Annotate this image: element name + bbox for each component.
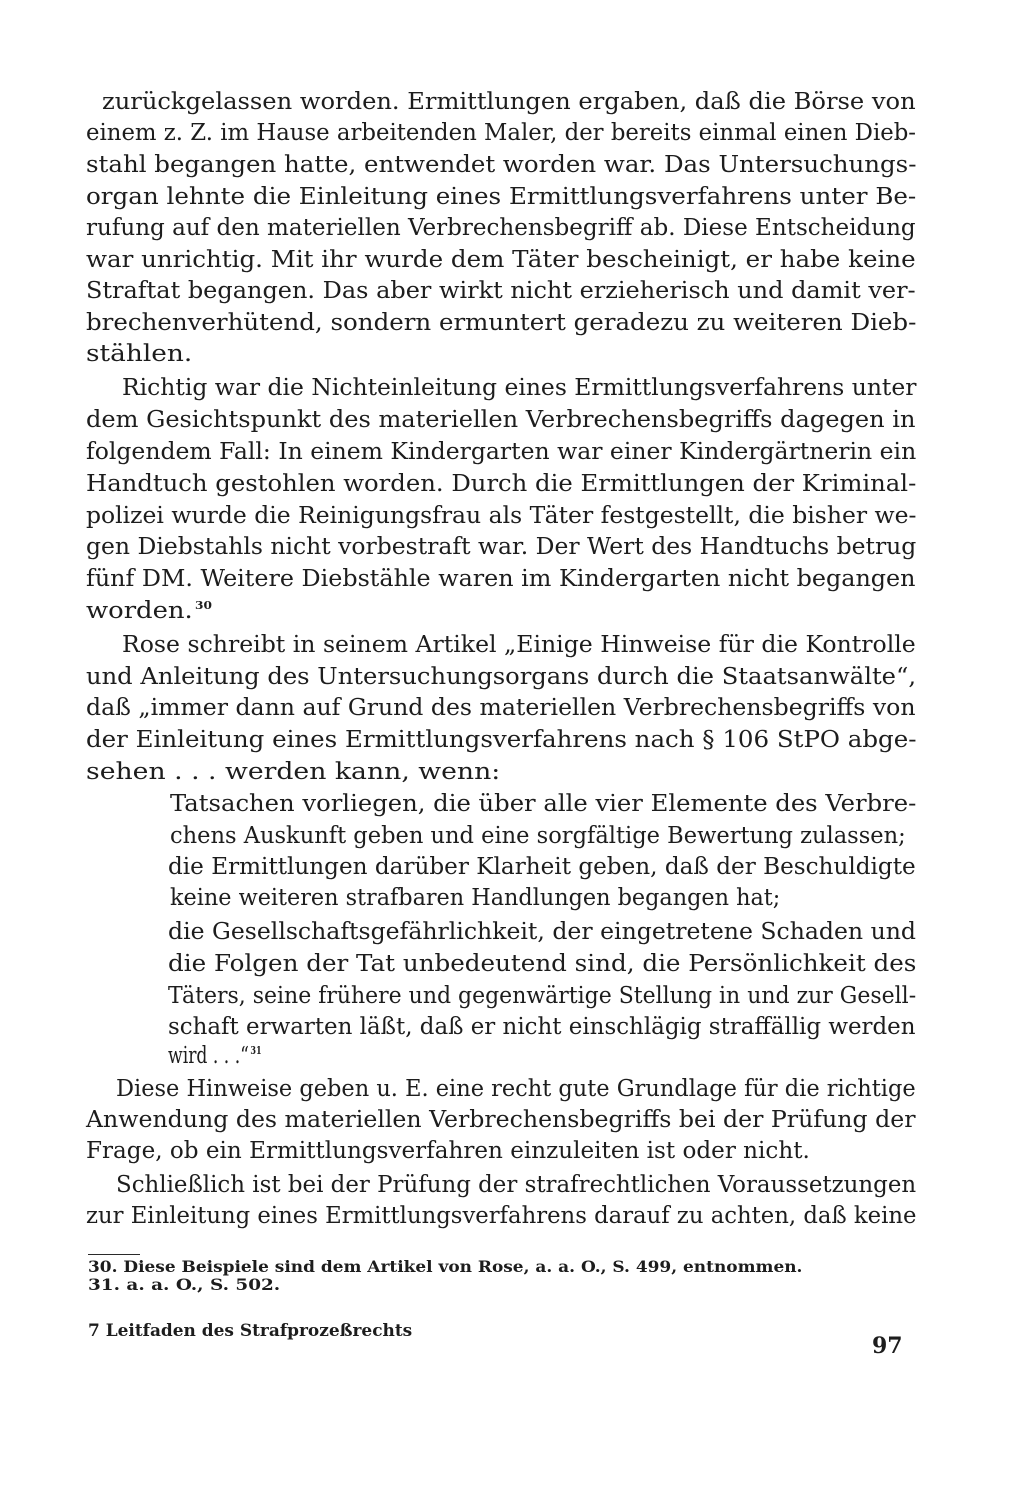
text-line (122, 629, 916, 659)
text-line (116, 1169, 916, 1199)
line-text: die Gesellschaftsgefährlichkeit, der eingetretene Schaden und (168, 917, 916, 945)
line-text: wird . . .“ (168, 1041, 249, 1069)
line-text: war unrichtig. Mit ihr wurde dem Täter bescheinigt, er habe keine (86, 245, 916, 273)
footnote-separator (88, 1254, 140, 1255)
text-line (86, 117, 916, 147)
text-line (86, 1135, 810, 1165)
text-line (168, 1040, 262, 1075)
text-line (86, 724, 916, 754)
line-text: Straftat begangen. Das aber wirkt nicht erzieherisch und damit ver- (86, 276, 916, 304)
text-line (86, 338, 192, 368)
text-line (168, 916, 916, 946)
line-text: polizei wurde die Reinigungsfrau als Täter festgestellt, die bisher we- (86, 501, 917, 529)
line-text: zurückgelassen worden. Ermittlungen ergaben, daß die Börse von (102, 87, 916, 115)
page-number: 97 (872, 1333, 903, 1359)
line-text: sehen . . . werden kann, wenn: (86, 757, 501, 785)
line-text: brechenverhütend, sondern ermuntert geradezu zu weiteren Dieb- (86, 308, 917, 336)
text-line (86, 692, 916, 722)
line-text: stählen. (86, 339, 193, 367)
line-text: die Folgen der Tat unbedeutend sind, die Persönlichkeit des (168, 949, 917, 977)
line-text: schaft erwarten läßt, daß er nicht einschlägig straffällig werden (168, 1012, 916, 1040)
text-line (168, 948, 916, 978)
text-line (122, 372, 916, 402)
line-text: Tatsachen vorliegen, die über alle vier Elemente des Verbre- (170, 789, 917, 817)
text-line (86, 468, 916, 498)
text-line (102, 86, 916, 116)
text-line (116, 1073, 916, 1103)
text-line (86, 756, 500, 786)
line-text: Rose schreibt in seinem Artikel „Einige Hinweise für die Kontrolle (122, 630, 916, 658)
text-line (86, 244, 916, 274)
line-text: rufung auf den materiellen Verbrechensbegriff ab. Diese Entscheidung (86, 213, 916, 241)
text-line (86, 500, 916, 530)
text-line (86, 307, 916, 337)
text-line (86, 595, 212, 630)
text-line (86, 661, 916, 691)
footnote-reference[interactable]: 30 (194, 599, 212, 612)
line-text: einem z. Z. im Hause arbeitenden Maler, der bereits einmal einen Dieb- (86, 118, 917, 146)
line-text: Richtig war die Nichteinleitung eines Ermittlungsverfahrens unter (122, 373, 917, 401)
line-text: daß „immer dann auf Grund des materiellen Verbrechensbegriffs von (86, 693, 916, 721)
line-text: fünf DM. Weitere Diebstähle waren im Kindergarten nicht begangen (86, 564, 916, 592)
line-text: keine weiteren strafbaren Handlungen begangen hat; (170, 883, 781, 911)
footnote-line: 30. Diese Beispiele sind dem Artikel von Rose, a. a. O., S. 499, entnommen. (88, 1257, 803, 1276)
text-line (86, 275, 916, 305)
line-text: Diese Hinweise geben u. E. eine recht gute Grundlage für die richtige (116, 1074, 916, 1102)
line-text: Handtuch gestohlen worden. Durch die Ermittlungen der Kriminal- (86, 469, 917, 497)
text-line (168, 980, 916, 1010)
text-line (86, 1200, 916, 1230)
running-footer-title: 7 Leitfaden des Strafprozeßrechts (88, 1321, 413, 1341)
text-line (86, 181, 916, 211)
line-text: gen Diebstahls nicht vorbestraft war. Der Wert des Handtuchs betrug (86, 532, 917, 560)
footnote-line: 31. a. a. O., S. 502. (88, 1275, 281, 1294)
text-line (86, 436, 916, 466)
line-text: chens Auskunft geben und eine sorgfältige Bewertung zulassen; (170, 821, 906, 849)
line-text: Täters, seine frühere und gegenwärtige Stellung in und zur Gesell- (168, 981, 917, 1009)
line-text: stahl begangen hatte, entwendet worden war. Das Untersuchungs- (86, 150, 917, 178)
text-line (86, 212, 916, 242)
text-line (86, 149, 916, 179)
line-text: organ lehnte die Einleitung eines Ermittlungsverfahrens unter Be- (86, 182, 917, 210)
footnote-reference[interactable]: 31 (250, 1044, 262, 1057)
line-text: der Einleitung eines Ermittlungsverfahrens nach § 106 StPO abge- (86, 725, 917, 753)
line-text: worden. (86, 596, 193, 624)
line-text: folgendem Fall: In einem Kindergarten war einer Kindergärtnerin ein (86, 437, 917, 465)
text-line (168, 851, 916, 881)
line-text: die Ermittlungen darüber Klarheit geben, daß der Beschuldigte (168, 852, 916, 880)
text-line (170, 820, 906, 850)
text-line (170, 788, 916, 818)
line-text: zur Einleitung eines Ermittlungsverfahrens darauf zu achten, daß keine (86, 1201, 917, 1229)
line-text: Anwendung des materiellen Verbrechensbegriffs bei der Prüfung der (86, 1105, 916, 1133)
text-line (86, 1104, 915, 1134)
text-line (86, 531, 916, 561)
line-text: und Anleitung des Untersuchungsorgans durch die Staatsanwälte“, (86, 662, 917, 690)
text-line (170, 882, 780, 912)
text-line (168, 1011, 916, 1041)
line-text: dem Gesichtspunkt des materiellen Verbrechensbegriffs dagegen in (86, 405, 916, 433)
line-text: Schließlich ist bei der Prüfung der strafrechtlichen Voraussetzungen (116, 1170, 917, 1198)
text-line (86, 563, 916, 593)
line-text: Frage, ob ein Ermittlungsverfahren einzuleiten ist oder nicht. (86, 1136, 810, 1164)
text-line (86, 404, 915, 434)
